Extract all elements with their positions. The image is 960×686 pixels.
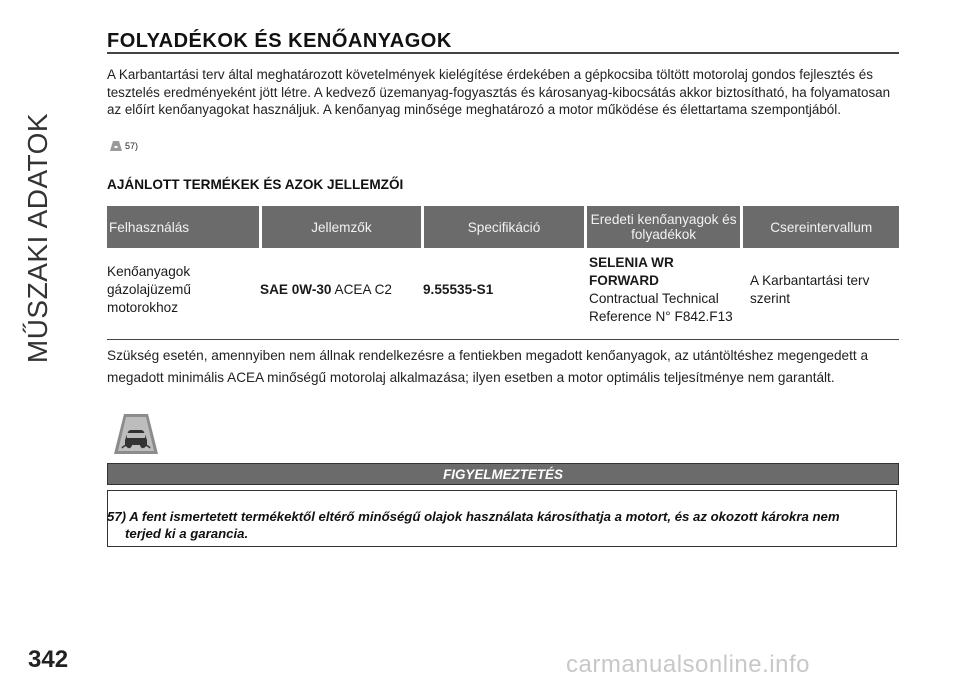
product-name-line: SELENIA WR (589, 255, 674, 270)
product-name-line: FORWARD (589, 273, 659, 288)
section-side-label: MŰSZAKI ADATOK (22, 112, 53, 364)
table-header (107, 206, 899, 248)
cell-usage (107, 263, 191, 317)
cell-characteristics (260, 281, 392, 299)
warning-text (107, 508, 897, 542)
page-title: FOLYADÉKOK ÉS KENŐANYAGOK (107, 30, 452, 52)
note-reference[interactable] (109, 140, 138, 152)
usage-line: gázolajüzemű (107, 282, 191, 297)
warning-car-icon (110, 410, 162, 458)
note-reference-number: 57) (125, 141, 139, 151)
interval-line: szerint (750, 291, 791, 306)
cell-interval (750, 272, 869, 308)
small-warning-icon (109, 140, 123, 152)
product-reference-line: Contractual Technical (589, 291, 719, 306)
cell-original-products (589, 254, 733, 326)
interval-line: A Karbantartási terv (750, 273, 870, 288)
acea-class: ACEA C2 (331, 282, 392, 297)
usage-line: Kenőanyagok (107, 264, 191, 279)
usage-line: motorokhoz (107, 300, 179, 315)
header-characteristics: Jellemzők (262, 206, 422, 248)
title-rule (107, 52, 899, 54)
cell-specification: 9.55535-S1 (423, 282, 494, 297)
footnote-paragraph: Szükség esetén, amennyiben nem állnak rendelkezésre a fentiekben megadott kenőanyagok, az utántöltéshez megengedett a megadott minimális ACEA minőségű motorolaj alkalmazása; ilyen esetben a motor optimális teljesítménye nem garantált. (107, 348, 868, 385)
section-subheading: AJÁNLOTT TERMÉKEK ÉS AZOK JELLEMZŐI (107, 177, 404, 192)
header-usage: Felhasználás (107, 206, 259, 248)
warning-text-line: terjed ki a garancia. (125, 526, 249, 541)
viscosity-grade: SAE 0W-30 (260, 282, 332, 297)
table-row (107, 254, 899, 338)
warning-header: FIGYELMEZTETÉS (107, 463, 899, 485)
product-reference-line: Reference N° F842.F13 (589, 309, 733, 324)
page-number: 342 (28, 646, 69, 673)
watermark: carmanualsonline.info (566, 651, 810, 678)
intro-paragraph: A Karbantartási terv által meghatározott követelmények kielégítése érdekében a gépkocsiba töltött motorolaj gondos fejlesztés és tesztelés eredményeként jött létre. A kedvező üzemanyag-fogyasztás és károsanyag-kibocsátás akkor biztosítható, ha folyamatosan az előírt kenőanyagokat használjuk. A kenőanyag minősége meghatározó a motor működése és élettartama szempontjából. (107, 67, 891, 117)
header-interval: Csereintervallum (743, 206, 899, 248)
header-specification: Specifikáció (424, 206, 584, 248)
table-bottom-rule (107, 339, 899, 340)
header-original-products: Eredeti kenőanyagok és folyadékok (587, 206, 741, 248)
warning-text-line: 57) A fent ismertetett termékektől eltérő minőségű olajok használata károsíthatja a motort, és az okozott károkra nem (107, 509, 840, 524)
